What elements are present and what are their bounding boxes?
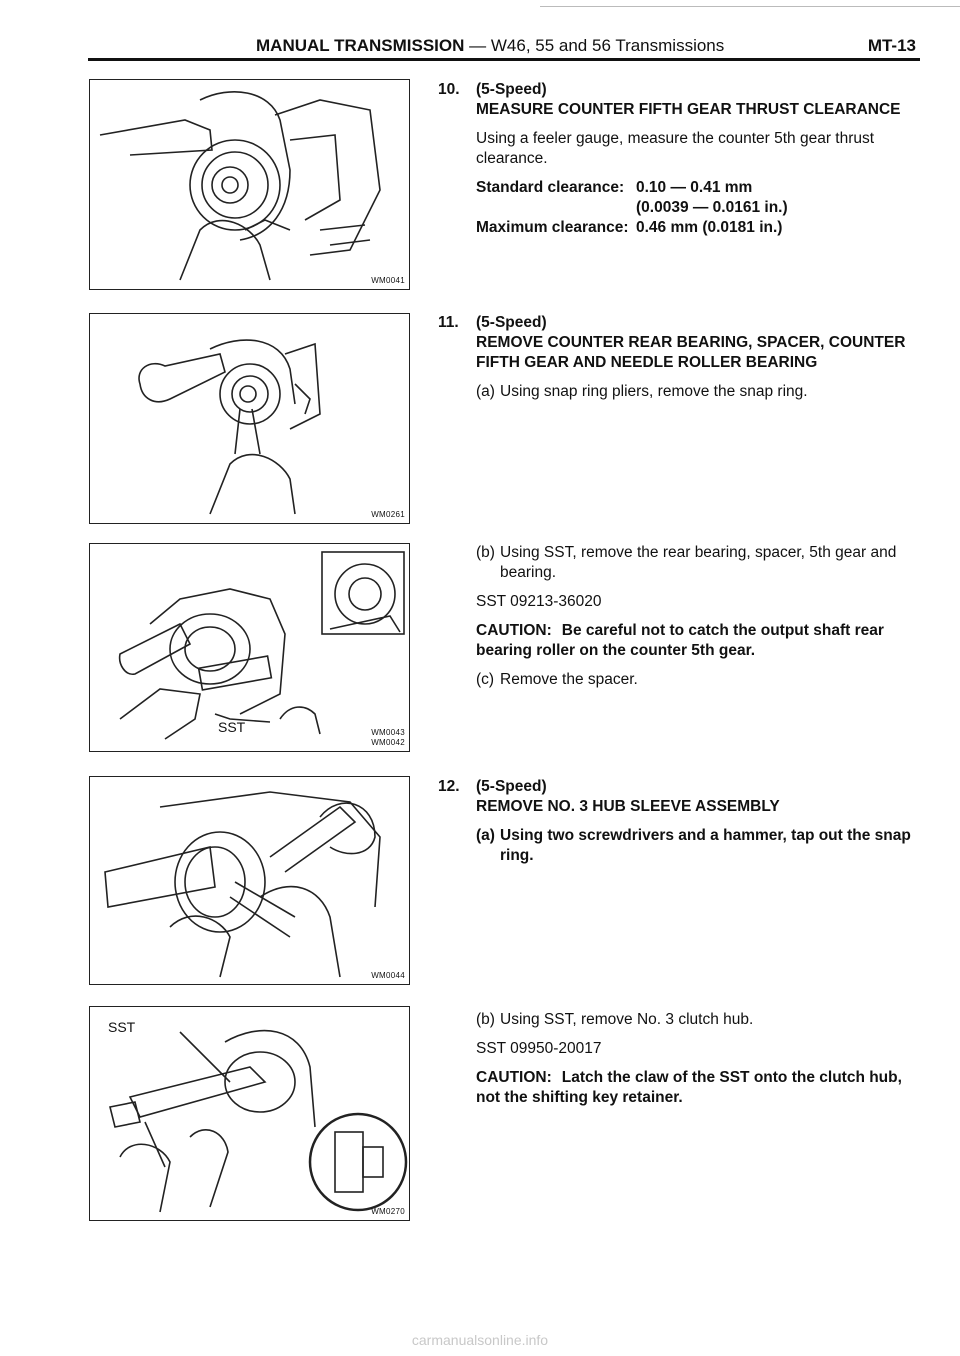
step-11 bbox=[438, 313, 928, 402]
substep-label: (a) bbox=[476, 383, 495, 400]
step-text: Using a feeler gauge, measure the counter 5th gear thrust clearance. bbox=[476, 130, 875, 167]
step-12-continued bbox=[438, 1010, 928, 1108]
substep-a bbox=[476, 826, 928, 866]
figure-feeler-gauge bbox=[89, 79, 410, 290]
caution-note bbox=[476, 621, 928, 661]
figure-snap-ring-pliers bbox=[89, 313, 410, 524]
figure-code: WM0270 bbox=[371, 1207, 405, 1216]
substep-text: Remove the spacer. bbox=[500, 671, 638, 688]
title-bold: MANUAL TRANSMISSION bbox=[256, 36, 465, 55]
substep-b bbox=[476, 1010, 928, 1030]
spec-value: 0.10 — 0.41 mm bbox=[636, 179, 753, 196]
caution-text: Latch the claw of the SST onto the clutch hub, not the shifting key retainer. bbox=[476, 1069, 902, 1106]
step-number: 11. bbox=[438, 314, 459, 331]
substep-c bbox=[476, 670, 928, 690]
spec-value-inch: (0.0039 — 0.0161 in.) bbox=[636, 199, 788, 216]
figure-code: WM0043 WM0042 bbox=[371, 728, 405, 747]
title-rest: — W46, 55 and 56 Transmissions bbox=[464, 36, 725, 55]
substep-b bbox=[476, 543, 928, 583]
substep-a bbox=[476, 382, 928, 402]
page-header bbox=[88, 34, 920, 60]
figure-code: WM0044 bbox=[371, 971, 405, 980]
page-number: MT-13 bbox=[867, 36, 916, 55]
step-11-continued bbox=[438, 543, 928, 690]
substep-text: Using two screwdrivers and a hammer, tap out the snap ring. bbox=[500, 827, 911, 864]
step-speed: (5-Speed) bbox=[476, 778, 547, 795]
step-12 bbox=[438, 777, 928, 866]
substep-text: Using SST, remove the rear bearing, spacer, 5th gear and bearing. bbox=[500, 544, 897, 581]
illustration-snap-ring-pliers bbox=[90, 314, 409, 523]
sst-label: SST bbox=[218, 719, 246, 735]
watermark: carmanualsonline.info bbox=[411, 1332, 549, 1348]
step-speed: (5-Speed) bbox=[476, 81, 547, 98]
caution-label: CAUTION: bbox=[476, 622, 552, 639]
caution-text: Be careful not to catch the output shaft rear bearing roller on the counter 5th gear. bbox=[476, 622, 884, 659]
sst-number: SST 09950-20017 bbox=[476, 1040, 602, 1057]
substep-label: (a) bbox=[476, 827, 495, 844]
caution-note bbox=[476, 1068, 928, 1108]
step-title: REMOVE NO. 3 HUB SLEEVE ASSEMBLY bbox=[476, 798, 780, 815]
header-rule bbox=[88, 58, 920, 61]
substep-label: (c) bbox=[476, 671, 495, 688]
substep-text: Using snap ring pliers, remove the snap ring. bbox=[500, 383, 808, 400]
step-number: 10. bbox=[438, 81, 460, 98]
illustration-feeler-gauge bbox=[90, 80, 409, 289]
step-number: 12. bbox=[438, 778, 460, 795]
substep-label: (b) bbox=[476, 544, 495, 561]
spec-label: Standard clearance: bbox=[476, 179, 625, 196]
sst-number: SST 09213-36020 bbox=[476, 593, 602, 610]
spec-value: 0.46 mm (0.0181 in.) bbox=[636, 219, 783, 236]
figure-clutch-hub-sst bbox=[89, 1006, 410, 1221]
step-title: MEASURE COUNTER FIFTH GEAR THRUST CLEARANCE bbox=[476, 101, 901, 118]
figure-code: WM0261 bbox=[371, 510, 405, 519]
substep-text: Using SST, remove No. 3 clutch hub. bbox=[500, 1011, 754, 1028]
illustration-rear-bearing-sst bbox=[90, 544, 409, 751]
step-speed: (5-Speed) bbox=[476, 314, 547, 331]
step-title: REMOVE COUNTER REAR BEARING, SPACER, COUNTER FIFTH GEAR AND NEEDLE ROLLER BEARING bbox=[476, 334, 906, 371]
figure-code: WM0041 bbox=[371, 276, 405, 285]
page-title bbox=[256, 36, 724, 56]
caution-label: CAUTION: bbox=[476, 1069, 552, 1086]
spec-standard bbox=[476, 178, 928, 218]
illustration-hub-sleeve-screwdrivers bbox=[90, 777, 409, 984]
sst-label: SST bbox=[108, 1019, 136, 1035]
figure-hub-sleeve-screwdrivers bbox=[89, 776, 410, 985]
top-edge-line bbox=[540, 6, 960, 7]
spec-label: Maximum clearance: bbox=[476, 219, 629, 236]
figure-rear-bearing-sst bbox=[89, 543, 410, 752]
step-10 bbox=[438, 80, 928, 238]
spec-maximum bbox=[476, 218, 928, 238]
substep-label: (b) bbox=[476, 1011, 495, 1028]
illustration-clutch-hub-sst bbox=[90, 1007, 409, 1220]
